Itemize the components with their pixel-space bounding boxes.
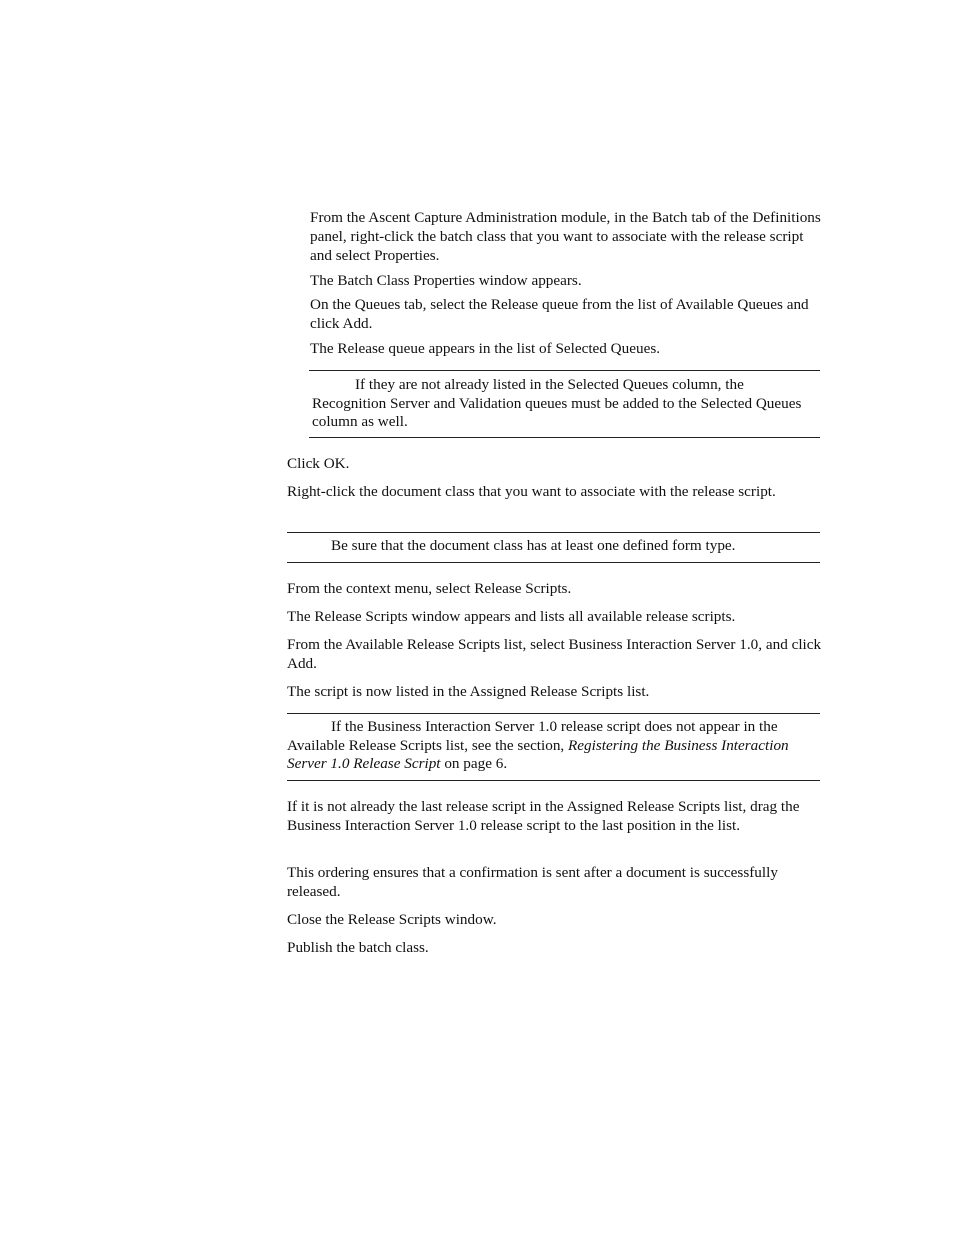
step-ordering-explanation: This ordering ensures that a confirmation is sent after a document is successfully released. [287,864,778,900]
substep-1: From the Ascent Capture Administration module, in the Batch tab of the Definitions panel, right-click the batch class that you want to associate with the release script and select Properties. [310,209,821,264]
substep-2: On the Queues tab, select the Release queue from the list of Available Queues and click Add. [310,296,809,332]
step-script-listed: The script is now listed in the Assigned Release Scripts list. [287,683,650,700]
step-publish-batch-class: Publish the batch class. [287,939,429,956]
step-close-window: Close the Release Scripts window. [287,911,497,928]
note-form-type: Be sure that the document class has at least one defined form type. [331,537,736,554]
step-release-scripts-window: The Release Scripts window appears and lists all available release scripts. [287,608,736,625]
note-bottom-rule [287,562,820,563]
step-add-release-script: From the Available Release Scripts list, select Business Interaction Server 1.0, and click Add. [287,636,822,672]
note-text-page: on page 6. [440,755,508,772]
note-queues: If they are not already listed in the Selected Queues column, the Recognition Server and Validation queues must be added to the Selected Queues column as well. [312,376,802,430]
note-top-rule [287,713,820,714]
note-bottom-rule [309,437,820,438]
note-top-rule [287,532,820,533]
section-reference-link[interactable]: Registering the Business Interaction Server 1.0 Release Script [287,736,789,772]
step-drag-to-last-position: If it is not already the last release script in the Assigned Release Scripts list, drag the Business Interaction Server 1.0 release script to the last position in the list. [287,798,800,834]
step-click-ok: Click OK. [287,455,350,472]
note-top-rule [309,370,820,371]
step-right-click-document-class: Right-click the document class that you want to associate with the release script. [287,483,776,500]
substep-2-result: The Release queue appears in the list of Selected Queues. [310,340,661,357]
note-registering-script [287,718,820,774]
note-bottom-rule [287,780,820,781]
note-text: If the Business Interaction Server 1.0 release script does not appear in the Available Release Scripts list, see the section, [287,718,778,754]
step-select-release-scripts: From the context menu, select Release Scripts. [287,580,572,597]
substep-1-result: The Batch Class Properties window appears. [310,272,582,289]
